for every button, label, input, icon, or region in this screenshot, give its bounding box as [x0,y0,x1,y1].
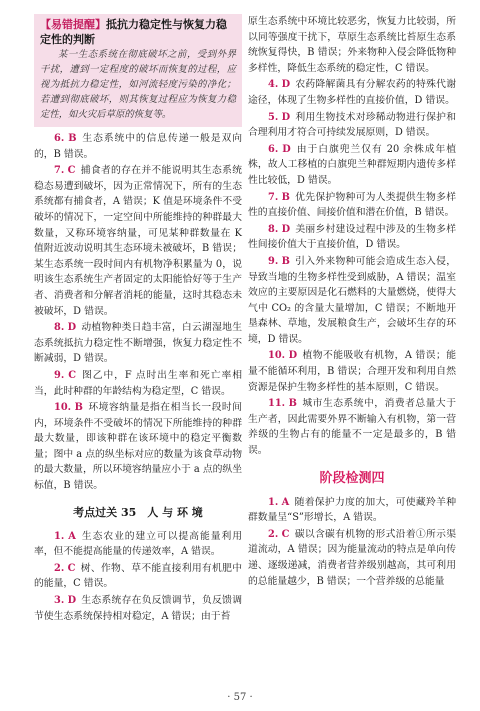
explanation: 由于白旗兜兰仅有 20 余株成年植株，故人工移植的白旗兜兰种群短期内遗传多样性比较低，D 错误。 [248,143,456,186]
item-number: 10. [268,350,286,362]
explanation: 优先保护物种可为人类提供生物多样性的直接价值、间接价值和潜在价值，B 错误。 [248,191,456,219]
answer-letter: A [281,496,290,508]
explanation: 美丽乡村建设过程中涉及的生物多样性间接价值大于直接价值，D 错误。 [248,223,456,251]
tip-bracket: 【易错提醒】 [40,18,106,31]
explanation: 图乙中，F 点时出生率和死亡率相当，此时种群的年龄结构为稳定型，C 错误。 [34,369,242,397]
item-number: 2. [54,562,65,574]
item-number: 9. [268,255,279,267]
section-heading: 考点过关 35 人 与 环 境 [73,505,203,519]
answer-letter: D [288,350,298,362]
item-number: 1. [268,496,279,508]
tip-body: 某一生态系统在彻底破坏之前，受到外界干扰，遭到一定程度的破坏而恢复的过程，应视为抵抗力稳定性，如河流轻度污染的净化；若遭到彻底破坏，则其恢复过程应为恢复力稳定性，如火灾后草原的恢复等。 [40,49,236,120]
explanation: 生态系统存在负反馈调节，负反馈调节使生态系统保持相对稳定，A 错误；由于苔 [34,595,242,622]
error-tip-box [34,14,242,127]
left-column [34,14,242,625]
explanation: 环境容纳量是指在相当长一段时间内，环境条件不受破坏的情况下所能维持的种群最大数量，即该种群在该环境中的稳定平衡数量；图中 a 点的纵坐标对应的数量为该食草动物的最大数量，所以环境容纳量应小于 a 点的纵坐标值，B 错误。 [34,402,243,492]
answer-letter: B [288,398,297,410]
item-number: 7. [54,165,65,177]
answer-item [248,222,456,253]
item-number: 9. [54,369,65,381]
explanation: 动植物种类日趋丰富，白云湖湿地生态系统抵抗力稳定性不断增强，恢复力稳定性不断减弱，D 错误。 [34,322,242,365]
explanation: 引入外来物种可能会造成生态入侵，导致当地的生物多样性受到威胁，A 错误；温室效应的主要原因是化石燃料的大量燃烧，使得大气中 CO₂ 的含量大量增加，C 错误；不断地开垦森林、草地，发展粮食生产，会破坏生存的环境，D 错误。 [248,255,456,345]
answer-letter: D [67,595,77,607]
answer-item [248,254,456,348]
answer-letter: D [67,322,77,334]
answer-item [34,561,242,592]
explanation: 植物不能吸收有机物，A 错误；能量不能循环利用，B 错误；合理开发和利用自然资源是保护生物多样性的基本原则，C 错误。 [248,350,456,393]
explanation: 生态系统中的信息传递一般是双向的，B 错误。 [34,133,242,160]
answer-item [248,527,456,589]
item-number: 10. [54,402,72,414]
answer-item [248,142,456,189]
answer-letter: D [282,143,291,155]
answer-item [34,593,242,624]
answer-letter: C [281,528,290,540]
item-number: 8. [54,322,65,334]
answer-letter: A [68,530,76,542]
explanation: 生态农业的建立可以提高能量利用率，但不能提高能量的传递效率，A 错误。 [34,530,242,558]
answer-letter: C [68,369,77,381]
item-number: 1. [54,530,65,542]
answer-item [248,348,456,395]
explanation: 树、作物、草不能直接利用有机肥中的能量，C 错误。 [34,562,242,590]
answer-item [34,529,242,560]
explanation: 碳以含碳有机物的形式沿着①所示渠道流动，A 错误；因为能量流动的特点是单向传递、逐级递减，消费者营养级别越高，其可利用的总能量越少，B 错误；一个营养级的总能量 [248,528,456,587]
answer-item [34,320,242,367]
answer-item [248,495,456,526]
item-number: 3. [54,595,65,607]
answer-item [248,396,456,458]
answer-letter: C [67,165,76,177]
answer-item [248,190,456,221]
explanation: 利用生物技术对珍稀动物进行保护和合理利用才符合可持续发展原则，D 错误。 [248,111,456,139]
item-number: 5. [268,111,279,123]
item-number: 8. [268,223,279,235]
answer-letter: D [281,223,291,235]
continued-text: 原生态系统中环境比较恶劣，恢复力比较弱，所以同等强度干扰下，草原生态系统比苔原生态系统恢复得快，B 错误；外来物种入侵会降低物种多样性，降低生态系统的稳定性，C 错误。 [248,16,456,74]
explanation: 农药降解菌具有分解农药的特殊代谢途径，体现了生物多样性的直接价值，D 错误。 [248,79,456,106]
answer-letter: B [68,133,77,144]
answer-item [34,400,242,494]
tip-title [40,17,236,47]
item-number: 4. [268,79,279,91]
page-number: · 57 · [227,692,253,703]
answer-item [34,368,242,399]
tip-title-text: 抵抗力稳定性与恢复力稳定性的判断 [40,18,227,46]
item-number: 6. [268,143,279,155]
answer-letter: C [67,562,76,574]
item-number: 11. [268,398,286,410]
stage-test-heading: 阶段检测四 [319,470,385,486]
explanation: 捕食者的存在并不能说明其生态系统稳态易遭到破坏，因为正常情况下，所有的生态系统都有捕食者，A 错误；K 值是环境条件不受破坏的情况下，一定空间中所能维持的种群最大数量，又称环境容纳量，可见某种群数量在 K 值附近波动说明其生态环境未被破坏，B 错误；某生态系统一段时间内有机物净积累量为 0，说明该生态系统生产者固定的太阳能恰好等于生产者、消费者和分解者消耗的能量，这时其稳态未被破坏，D 错误。 [34,165,242,317]
explanation: 随着保护力度的加大，可使藏羚羊种群数量呈“S”形增长，A 错误。 [248,496,457,524]
item-number: 6. [54,133,65,144]
explanation: 城市生态系统中，消费者总量大于生产者，因此需要外界不断输入有机物，第一营养级的生物占有的能量不一定是最多的，B 错误。 [248,398,456,457]
answer-letter: D [281,79,291,91]
answer-letter: B [281,255,290,267]
answer-item [248,77,456,108]
answer-letter: B [281,191,290,203]
right-column [248,14,456,590]
answer-item [34,163,242,319]
answer-item [248,110,456,141]
answer-letter: B [74,402,83,414]
answer-item [34,131,242,162]
answer-letter: D [281,111,291,123]
item-number: 7. [268,191,279,203]
item-number: 2. [268,528,279,540]
